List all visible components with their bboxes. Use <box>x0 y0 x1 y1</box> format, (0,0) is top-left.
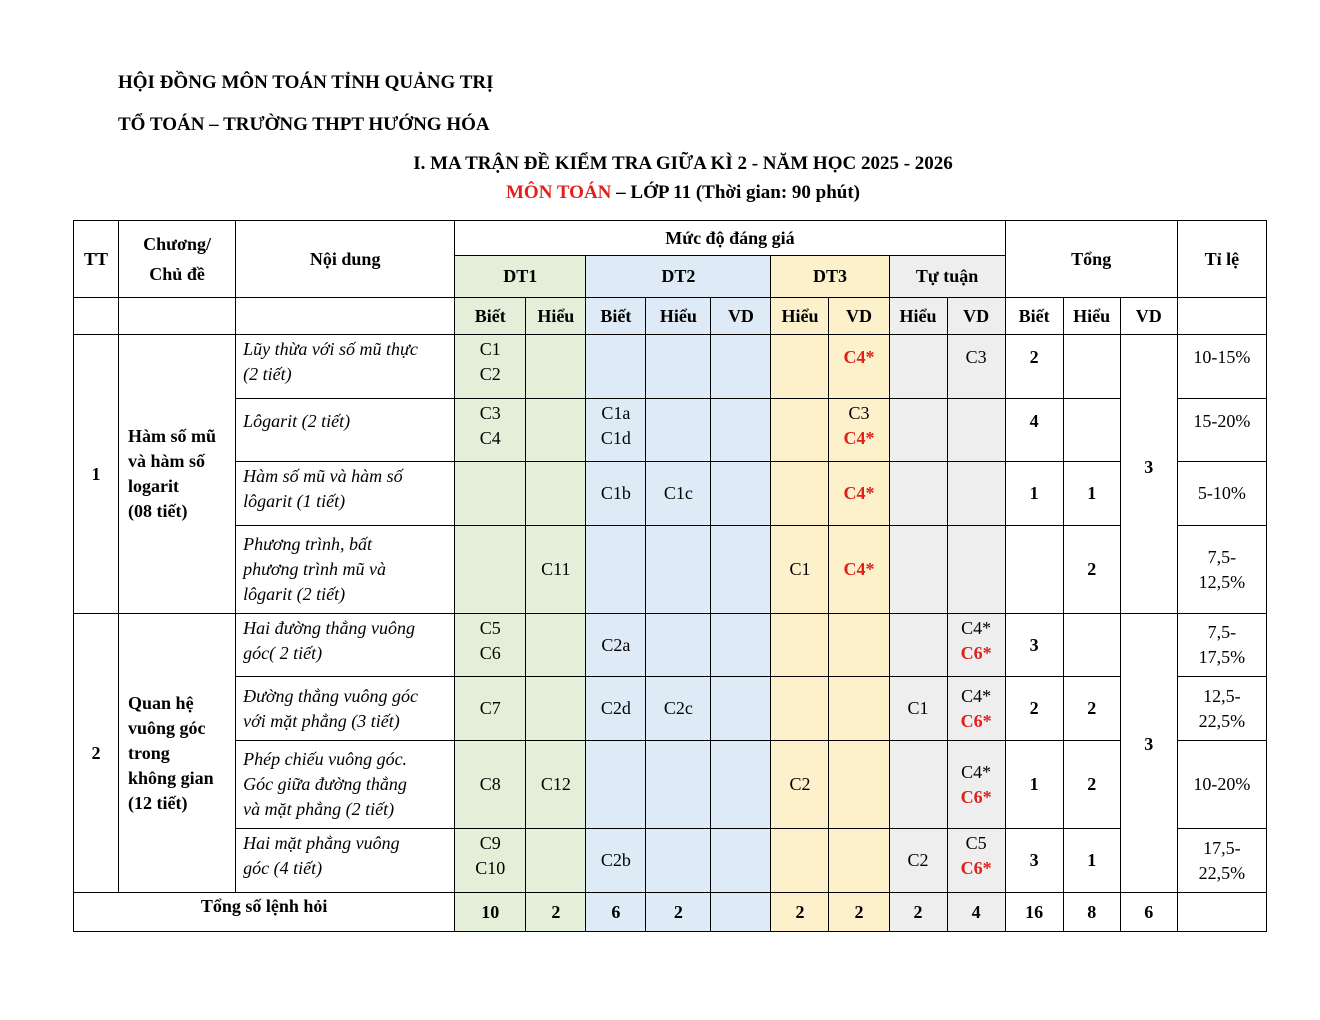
total-dt3-vd: 2 <box>829 893 889 932</box>
col-dt3: DT3 <box>771 256 889 298</box>
tutuan-vd-cell: C5 C6* <box>947 829 1005 893</box>
col-tong: Tổng <box>1005 221 1177 298</box>
table-row <box>74 829 1267 893</box>
dt1-hieu-cell: C12 <box>526 741 586 829</box>
chapter-2-tt: 2 <box>74 614 119 893</box>
tile-cell: 5-10% <box>1177 462 1266 526</box>
content-cell: Đường thẳng vuông góc với mặt phẳng (3 tiết) <box>236 677 455 741</box>
tutuan-vd-cell: C4* C6* <box>947 741 1005 829</box>
total-tutuan-hieu: 2 <box>889 893 947 932</box>
table-row <box>74 335 1267 399</box>
tong-biet-cell: 1 <box>1005 741 1063 829</box>
dt1-hieu-cell: C11 <box>526 526 586 614</box>
tong-hieu-cell: 2 <box>1063 677 1120 741</box>
chapter-1-name-line: Hàm số mũ <box>128 426 217 446</box>
tutuan-hieu-cell: C1 <box>889 677 947 741</box>
school-council-heading: HỘI ĐỒNG MÔN TOÁN TỈNH QUẢNG TRỊ <box>118 72 494 93</box>
dt2-biet-cell: C1b <box>586 462 646 526</box>
dt2-vd-header: VD <box>711 298 771 335</box>
tutuan-hieu-cell: C2 <box>889 829 947 893</box>
tong-biet-cell: 3 <box>1005 614 1063 677</box>
tutuan-vd-cell: C4* C6* <box>947 614 1005 677</box>
total-tong-hieu: 8 <box>1063 893 1120 932</box>
col-chapter-line-1: Chương/ <box>143 233 211 254</box>
tile-cell: 7,5- 17,5% <box>1177 614 1266 677</box>
dt1-biet-cell: C7 <box>455 677 526 741</box>
tong-hieu-cell: 1 <box>1063 462 1120 526</box>
total-tong-biet: 16 <box>1005 893 1063 932</box>
tile-cell: 12,5- 22,5% <box>1177 677 1266 741</box>
table-row <box>74 399 1267 462</box>
dt2-biet-cell: C2b <box>586 829 646 893</box>
tile-cell: 15-20% <box>1177 399 1266 462</box>
tong-biet-cell: 1 <box>1005 462 1063 526</box>
table-row <box>74 614 1267 677</box>
header-row-1 <box>74 221 1267 256</box>
table-row <box>74 462 1267 526</box>
tong-hieu-cell: 1 <box>1063 829 1120 893</box>
tutuan-hieu-header: Hiểu <box>889 298 947 335</box>
dt3-vd-cell: C4* <box>829 526 889 614</box>
col-dt2: DT2 <box>586 256 771 298</box>
chapter-1-tt: 1 <box>74 335 119 614</box>
tutuan-vd-header: VD <box>947 298 1005 335</box>
chapter-1-name-line: và hàm số <box>128 451 206 471</box>
tong-biet-header: Biết <box>1005 298 1063 335</box>
dt3-vd-cell: C4* <box>829 462 889 526</box>
dt2-hieu-cell: C2c <box>646 677 711 741</box>
dt1-biet-header: Biết <box>455 298 526 335</box>
tong-vd-header: VD <box>1120 298 1177 335</box>
subtitle-rest: – LỚP 11 (Thời gian: 90 phút) <box>611 182 860 203</box>
tong-biet-cell: 3 <box>1005 829 1063 893</box>
col-chapter-line-2: Chủ đề <box>149 263 205 284</box>
dt2-biet-cell: C2d <box>586 677 646 741</box>
chapter-2-name-line: (12 tiết) <box>128 792 188 813</box>
chapter-1-name-line: (08 tiết) <box>128 501 188 521</box>
content-cell: Lôgarit (2 tiết) <box>236 399 455 462</box>
chapter-1-name-line: logarit <box>128 476 180 496</box>
dt1-hieu-header: Hiểu <box>526 298 586 335</box>
col-tile: Tỉ lệ <box>1177 221 1266 298</box>
chapter-2-name-line: trong <box>128 742 170 763</box>
tile-cell: 17,5- 22,5% <box>1177 829 1266 893</box>
chapter-2-name-line: Quan hệ <box>128 692 194 713</box>
dt3-hieu-cell: C1 <box>771 526 829 614</box>
content-cell: Lũy thừa với số mũ thực (2 tiết) <box>236 335 455 399</box>
tong-hieu-cell: 2 <box>1063 526 1120 614</box>
dt1-biet-cell: C1 C2 <box>455 335 526 399</box>
total-dt1-hieu: 2 <box>526 893 586 932</box>
table-row <box>74 526 1267 614</box>
tong-biet-cell: 4 <box>1005 399 1063 462</box>
total-tong-vd: 6 <box>1120 893 1177 932</box>
content-cell: Phương trình, bất phương trình mũ và lôgarit (2 tiết) <box>236 526 455 614</box>
dt1-biet-cell: C9 C10 <box>455 829 526 893</box>
tong-hieu-cell: 2 <box>1063 741 1120 829</box>
content-cell: Hai mặt phẳng vuông góc (4 tiết) <box>236 829 455 893</box>
tile-cell: 10-20% <box>1177 741 1266 829</box>
dt3-hieu-header: Hiểu <box>771 298 829 335</box>
table-row <box>74 741 1267 829</box>
tutuan-vd-cell: C4* C6* <box>947 677 1005 741</box>
dt3-vd-header: VD <box>829 298 889 335</box>
dt2-hieu-cell: C1c <box>646 462 711 526</box>
total-dt2-biet: 6 <box>586 893 646 932</box>
dt2-biet-cell: C2a <box>586 614 646 677</box>
department-heading: TỔ TOÁN – TRƯỜNG THPT HƯỚNG HÓA <box>118 114 490 135</box>
col-dt1: DT1 <box>455 256 586 298</box>
col-level: Mức độ đáng giá <box>455 221 1005 256</box>
col-content: Nội dung <box>236 221 455 298</box>
content-cell: Hàm số mũ và hàm số lôgarit (1 tiết) <box>236 462 455 526</box>
total-dt3-hieu: 2 <box>771 893 829 932</box>
tong-biet-cell: 2 <box>1005 677 1063 741</box>
tong-hieu-header: Hiểu <box>1063 298 1120 335</box>
col-tt: TT <box>74 221 119 298</box>
col-chapter <box>119 221 236 298</box>
dt2-biet-cell: C1a C1d <box>586 399 646 462</box>
dt3-vd-cell: C3 C4* <box>829 399 889 462</box>
total-label: Tổng số lệnh hỏi <box>74 893 455 932</box>
dt2-hieu-header: Hiểu <box>646 298 711 335</box>
dt1-biet-cell: C8 <box>455 741 526 829</box>
total-dt2-hieu: 2 <box>646 893 711 932</box>
dt3-vd-cell: C4* <box>829 335 889 399</box>
tong-biet-cell: 2 <box>1005 335 1063 399</box>
chapter-2-name <box>119 614 236 893</box>
exam-matrix-table <box>73 220 1267 932</box>
dt1-biet-cell: C5 C6 <box>455 614 526 677</box>
total-row <box>74 893 1267 932</box>
subject-name: MÔN TOÁN <box>506 182 612 203</box>
page-subtitle <box>0 182 1320 204</box>
dt1-biet-cell: C3 C4 <box>455 399 526 462</box>
table-row <box>74 677 1267 741</box>
chapter-2-name-line: không gian <box>128 767 214 788</box>
tile-cell: 7,5- 12,5% <box>1177 526 1266 614</box>
chapter-2-name-line: vuông góc <box>128 717 206 738</box>
header-row-3 <box>74 298 1267 335</box>
chapter-2-vd-total: 3 <box>1120 614 1177 893</box>
dt3-hieu-cell: C2 <box>771 741 829 829</box>
content-cell: Phép chiếu vuông góc. Góc giữa đường thẳng và mặt phẳng (2 tiết) <box>236 741 455 829</box>
col-tutuan: Tự tuận <box>889 256 1005 298</box>
total-dt1-biet: 10 <box>455 893 526 932</box>
page-title: I. MA TRẬN ĐỀ KIỂM TRA GIỮA KÌ 2 - NĂM HỌC 2025 - 2026 <box>413 153 953 174</box>
tile-cell: 10-15% <box>1177 335 1266 399</box>
total-tutuan-vd: 4 <box>947 893 1005 932</box>
content-cell: Hai đường thẳng vuông góc( 2 tiết) <box>236 614 455 677</box>
chapter-1-vd-total: 3 <box>1120 335 1177 614</box>
chapter-1-name <box>119 335 236 614</box>
dt2-biet-header: Biết <box>586 298 646 335</box>
tutuan-vd-cell: C3 <box>947 335 1005 399</box>
